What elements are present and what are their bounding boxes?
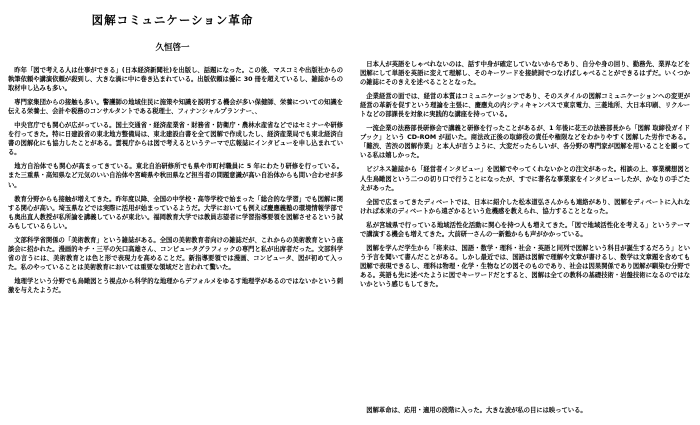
paragraph: 私が宮城県で行っている地域活性化活動に関心を持つ人も増えてきた。「図で地域活性化を考える」というテーマで講演する機会も増えてきた。大前研一さんの一新塾からも声がかかっている。 bbox=[360, 221, 690, 238]
author-name: 久恒啓一 bbox=[155, 43, 190, 53]
paragraph: 専門家集団からの接触も多い。警護師の地域住民に施策や知識を説明する機会が多い保健師、栄養についての知識を伝える栄養士、会計や税務のコンサルタントである税理士、フィナンシャルプランナー、、 bbox=[8, 99, 343, 116]
page-title: 図解コミュニケーション革命 bbox=[91, 13, 254, 27]
left-column bbox=[8, 66, 343, 300]
paragraph: 中央官庁でも関心が広がっている。国土交通省・経済産業省・財務省・防衛庁・農林水産省などではセミナーや研修を行ってきた。特に日建設省の東北地方整備局は、東北建設白書を全て図解で作成したし、経済産業局でも東北経済白書の図解化にも協力したことがある。雲視庁からは図で考えるというテーマで広報誌にインタビューを申し込まれている。 bbox=[8, 122, 344, 157]
paragraph: 昨年「図で考える人は仕事ができる」(日本経済新聞社)を出版し、話題になった。この後、マスコミや出版社からの執筆依頼や講演依頼が殺到し、大きな渦に中に巻き込まれている。出版依頼は優に 30 冊を超えているし、雑誌からの取材申し込みも多い。 bbox=[8, 67, 343, 93]
closing-paragraph: 図解革命は、応用・適用の段階に入った。大きな波が私の目には映っている。 bbox=[366, 407, 587, 414]
paragraph: 図解を学んだ学生から「将来は、国語・数学・理科・社会・英語と同列で図解という科目が誕生するだろう」という予言を聞いて書んだことがある。しかし最近では、国語は図解で理解や文章が書けるし、数学は文章題を含めても図解で表現できるし、理科は物理・化学・生物などの図そのものであり、社会は因果関係であり図解が馴染む分野である。英語も先に述べたように図でキーワードだとすると、図解は全ての教科の基礎技術・岩盤技術になるのではないかという感じもしてきた。 bbox=[360, 244, 690, 288]
paragraph: 文部科学省関係の「美術教育」という雑誌がある。全国の美術教育者向けの雑誌だが、これからの美術教育という座談会に招かれた。漫画的キチ・三平の矢口高雄さん、コンピュータグラフィックの専門と私が出席者だった。文部科学省の言うには、美術教育とは色と形で表現力を高めることだ。新指導要領では漫画、コンピュータ、図が初めて入った。私のやっていることは美術教育においては重要な領域だと言われて驚いた。 bbox=[8, 236, 343, 271]
paragraph: 地方自治体でも関心が高まってきている。東北自治研修所でも県や市町村職員に 5 年にわたり研修を行っている。また三重県・高知県など元気のいい自治体や宮崎県や秋田県など担当者の問題意識が高い自治体からも問い合わせが多い。 bbox=[8, 163, 343, 189]
paragraph: ビジネス雑誌から「経営者インタビュー」を図解でやってくれないかとの注文があった。相談の上、事業構想図と人生鳥瞰図という二つの切り口で行うことになったが、すでに著名な事業家をインタビューしたが、かなりの手ごたえがあった。 bbox=[360, 166, 690, 192]
paragraph: 教育分野からも接触が増えてきた。昨年度以降、全国の中学校・高等学校で始まった「総合的な学習」でも図解に関する関心が高い。埼玉県などでは実際に活用が始まっているようだ。大学においても例えば慶應義塾の環境情報学部でも奥出直人教授が私所論を講義しているが東北い。福岡教育大学では教員志望者に学習指導要領を図解させるという試みもしているらしい。 bbox=[8, 195, 344, 230]
paragraph: 全国で広まってきたディベートでは、日本に紹介した松本道弘さんからも連絡があり、図解をディベートに入れなければ本来のディベートから遠ざかるという危機感を教えられ、協力することとなった。 bbox=[360, 198, 690, 215]
paragraph: 一流企業の法務部長研修会で講義と研修を行ったことがあるが、1 年後に花王の法務部長から「図解 取締役ガイドブック」という CD-ROM が届いた。商法改正後の取締役の責任や権限などをわかりやすく図解した労作である。「難渋、苦渋の図解作業」と本人が言うように、大変だったらしいが、各分野の専門家が図解を用いることを願っている私は嬉しかった。 bbox=[360, 125, 690, 160]
paragraph: 日本人が英語をしゃべれないのは、話す中身が確定していないからであり、自分や身の回り、勤務先、業界などを図解にして単語を英語に変えて理解し、そのキーワードを接続詞でつなげばしゃべることができるはずだ。いくつかの雑誌にそのきえを述べることとなった。 bbox=[360, 61, 690, 87]
paragraph: 企業経営の面では、経営の本質はコミュニケーションであり、そのスタイルの図解コミュニケーションへの変更が経営の革新を促すという理論を主張に、慶應丸の内シティキャンパスで東京電力、三菱地所、大日本印刷、リクルートなどの部課長を対象に実践的な講座を持っている。 bbox=[360, 93, 690, 119]
paragraph: 地理学という分野でも烏瞰図とう視点から科学的な地理からデフォルメをゆるす地理学があるのではないかという刺激を与えたようだ。 bbox=[8, 277, 343, 294]
right-column bbox=[360, 60, 690, 294]
